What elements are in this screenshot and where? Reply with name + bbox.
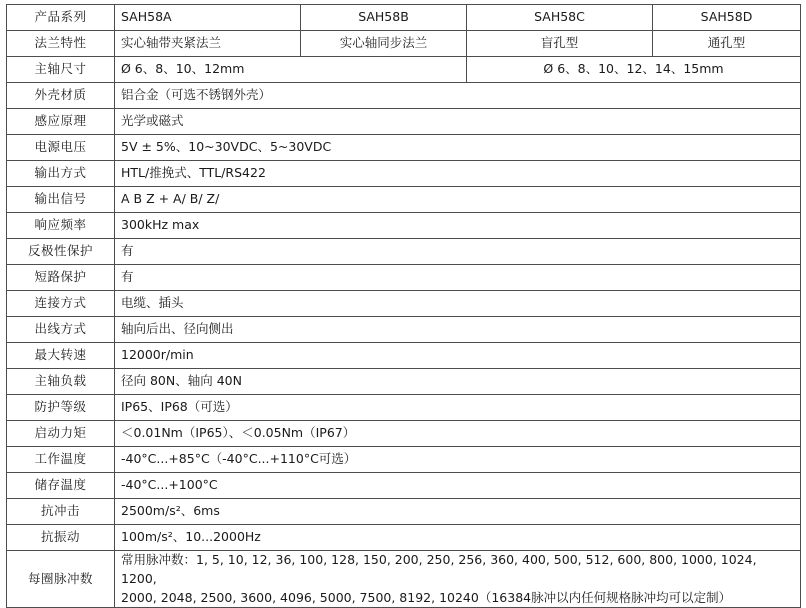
row-label: 防护等级: [7, 395, 115, 421]
row-value: 100m/s²、10...2000Hz: [115, 525, 801, 551]
row-label: 反极性保护: [7, 239, 115, 265]
row-value-pulse-list: [115, 551, 801, 608]
row-label: 启动力矩: [7, 421, 115, 447]
row-label: 法兰特性: [7, 31, 115, 57]
row-label: 出线方式: [7, 317, 115, 343]
table-row: [7, 57, 801, 83]
row-value: -40°C...+85°C（-40°C...+110°C可选）: [115, 447, 801, 473]
pulse-line-2: 2000, 2048, 2500, 3600, 4096, 5000, 7500, 8192, 10240（16384脉冲以内任何规格脉冲均可以定制）: [121, 589, 732, 605]
row-label: 抗振动: [7, 525, 115, 551]
row-value: SAH58B: [301, 5, 467, 31]
row-value: 有: [115, 239, 801, 265]
row-value: 通孔型: [653, 31, 801, 57]
row-value: 5V ± 5%、10~30VDC、5~30VDC: [115, 135, 801, 161]
table-row: [7, 83, 801, 109]
table-row: [7, 161, 801, 187]
row-label: 工作温度: [7, 447, 115, 473]
table-row: [7, 291, 801, 317]
row-value: -40°C...+100°C: [115, 473, 801, 499]
row-value: Ø 6、8、10、12mm: [115, 57, 467, 83]
row-value: 有: [115, 265, 801, 291]
row-value: IP65、IP68（可选）: [115, 395, 801, 421]
pulse-line-1: 常用脉冲数：1, 5, 10, 12, 36, 100, 128, 150, 200, 250, 256, 360, 400, 500, 512, 600, 800, 1000, 1024, 1200,: [121, 552, 757, 586]
row-value: ＜0.01Nm（IP65）、＜0.05Nm（IP67）: [115, 421, 801, 447]
table-row: [7, 187, 801, 213]
row-label: 主轴尺寸: [7, 57, 115, 83]
row-label: 抗冲击: [7, 499, 115, 525]
table-row: [7, 447, 801, 473]
row-value: 盲孔型: [467, 31, 653, 57]
table-row: [7, 135, 801, 161]
row-value: 轴向后出、径向侧出: [115, 317, 801, 343]
table-row: [7, 421, 801, 447]
row-value: 光学或磁式: [115, 109, 801, 135]
row-value: 径向 80N、轴向 40N: [115, 369, 801, 395]
row-value: SAH58D: [653, 5, 801, 31]
row-label: 输出方式: [7, 161, 115, 187]
row-value: 铝合金（可选不锈钢外壳）: [115, 83, 801, 109]
row-value: 2500m/s²、6ms: [115, 499, 801, 525]
table-row: [7, 369, 801, 395]
table-row: [7, 395, 801, 421]
row-label: 输出信号: [7, 187, 115, 213]
row-label: 主轴负载: [7, 369, 115, 395]
row-value: 300kHz max: [115, 213, 801, 239]
table-row: [7, 213, 801, 239]
table-row-pulse-count: [7, 551, 801, 608]
table-row: [7, 109, 801, 135]
row-value: HTL/推挽式、TTL/RS422: [115, 161, 801, 187]
table-row: [7, 499, 801, 525]
row-label: 连接方式: [7, 291, 115, 317]
row-value: 12000r/min: [115, 343, 801, 369]
row-label: 每圈脉冲数: [7, 551, 115, 608]
row-value: 实心轴同步法兰: [301, 31, 467, 57]
row-value: SAH58C: [467, 5, 653, 31]
row-value: SAH58A: [115, 5, 301, 31]
row-value: Ø 6、8、10、12、14、15mm: [467, 57, 801, 83]
table-row: [7, 5, 801, 31]
row-value: 实心轴带夹紧法兰: [115, 31, 301, 57]
row-label: 响应频率: [7, 213, 115, 239]
row-value: 电缆、插头: [115, 291, 801, 317]
row-label: 外壳材质: [7, 83, 115, 109]
table-row: [7, 473, 801, 499]
table-row: [7, 317, 801, 343]
row-label: 电源电压: [7, 135, 115, 161]
specification-table-body: [7, 5, 801, 608]
row-label: 感应原理: [7, 109, 115, 135]
table-row: [7, 31, 801, 57]
row-label: 最大转速: [7, 343, 115, 369]
table-row: [7, 525, 801, 551]
table-row: [7, 343, 801, 369]
table-row: [7, 239, 801, 265]
row-value: A B Z + A/ B/ Z/: [115, 187, 801, 213]
row-label: 短路保护: [7, 265, 115, 291]
row-label: 产品系列: [7, 5, 115, 31]
table-row: [7, 265, 801, 291]
row-label: 储存温度: [7, 473, 115, 499]
specification-table: [6, 4, 801, 608]
